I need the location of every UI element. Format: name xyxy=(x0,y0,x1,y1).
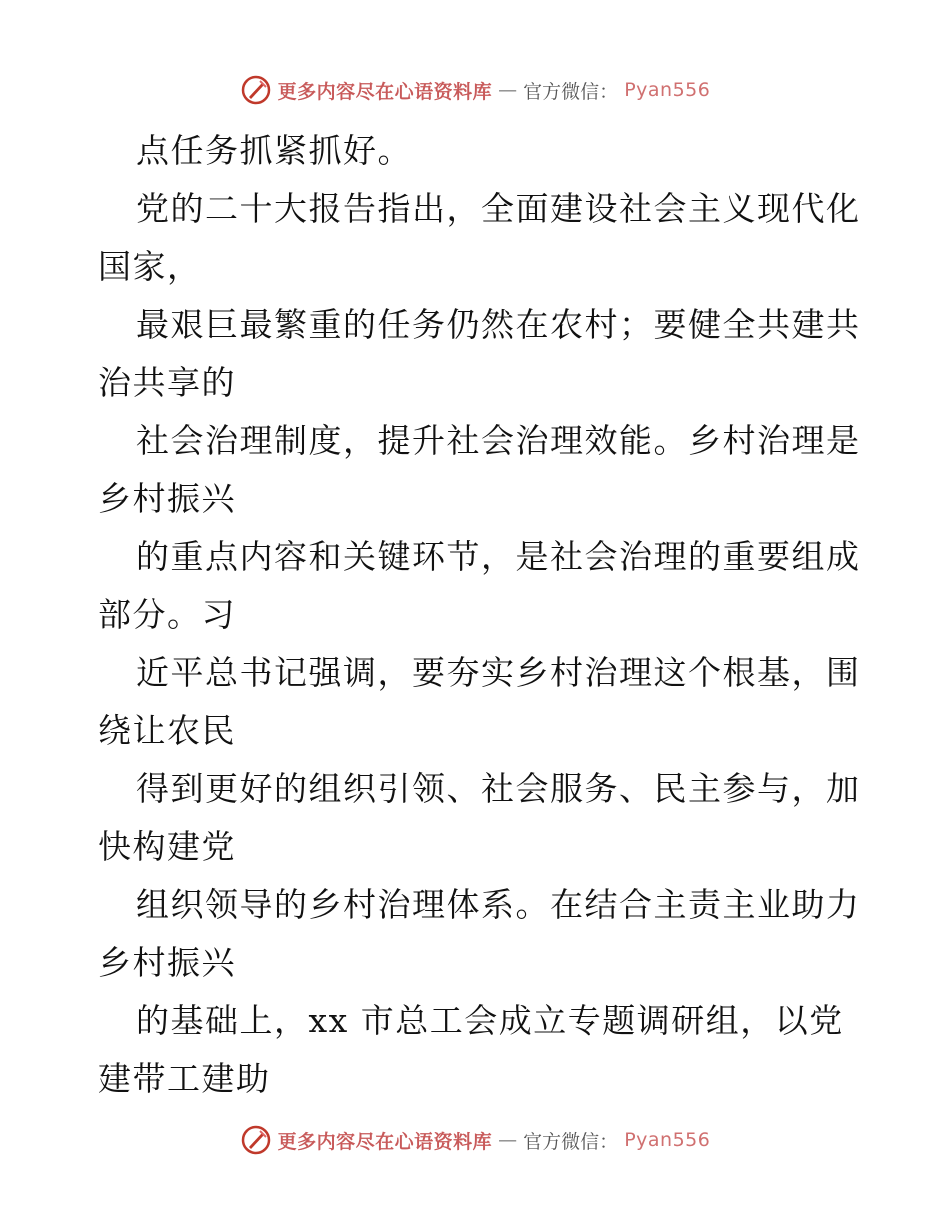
header-site-text: 更多内容尽在心语资料库 xyxy=(277,80,493,103)
text-line: 的基础上，xx 市总工会成立专题调研组，以党 xyxy=(136,1001,844,1040)
footer-banner xyxy=(0,1120,950,1160)
text-line: 部分。习 xyxy=(98,595,236,634)
header-banner xyxy=(0,70,950,110)
header-separator: — xyxy=(498,79,518,101)
footer-wechat-label: 官方微信： xyxy=(523,1130,619,1153)
text-line: 乡村振兴 xyxy=(98,943,236,982)
text-line: 国家， xyxy=(98,247,202,286)
text-line: 社会治理制度，提升社会治理效能。乡村治理是 xyxy=(136,421,861,460)
text-line: 组织领导的乡村治理体系。在结合主责主业助力 xyxy=(136,885,861,924)
quill-logo-icon xyxy=(240,74,272,106)
text-line: 建带工建助 xyxy=(98,1059,271,1098)
text-line: 最艰巨最繁重的任务仍然在农村；要健全共建共 xyxy=(136,305,861,344)
footer-wechat-account: Pyan556 xyxy=(624,1129,711,1151)
text-line: 的重点内容和关键环节，是社会治理的重要组成 xyxy=(136,537,861,576)
text-line: 点任务抓紧抓好。 xyxy=(136,131,412,170)
text-line: 快构建党 xyxy=(98,827,236,866)
text-line: 治共享的 xyxy=(98,363,236,402)
text-line: 近平总书记强调，要夯实乡村治理这个根基，围 xyxy=(136,653,861,692)
text-line: 党的二十大报告指出，全面建设社会主义现代化 xyxy=(136,189,861,228)
text-line: 绕让农民 xyxy=(98,711,236,750)
text-line: 得到更好的组织引领、社会服务、民主参与，加 xyxy=(136,769,861,808)
text-line: 乡村振兴 xyxy=(98,479,236,518)
document-body xyxy=(98,122,861,1108)
header-wechat-account: Pyan556 xyxy=(624,79,711,101)
footer-separator: — xyxy=(498,1129,518,1151)
footer-site-text: 更多内容尽在心语资料库 xyxy=(277,1130,493,1153)
quill-logo-icon xyxy=(240,1124,272,1156)
header-wechat-label: 官方微信： xyxy=(523,80,619,103)
